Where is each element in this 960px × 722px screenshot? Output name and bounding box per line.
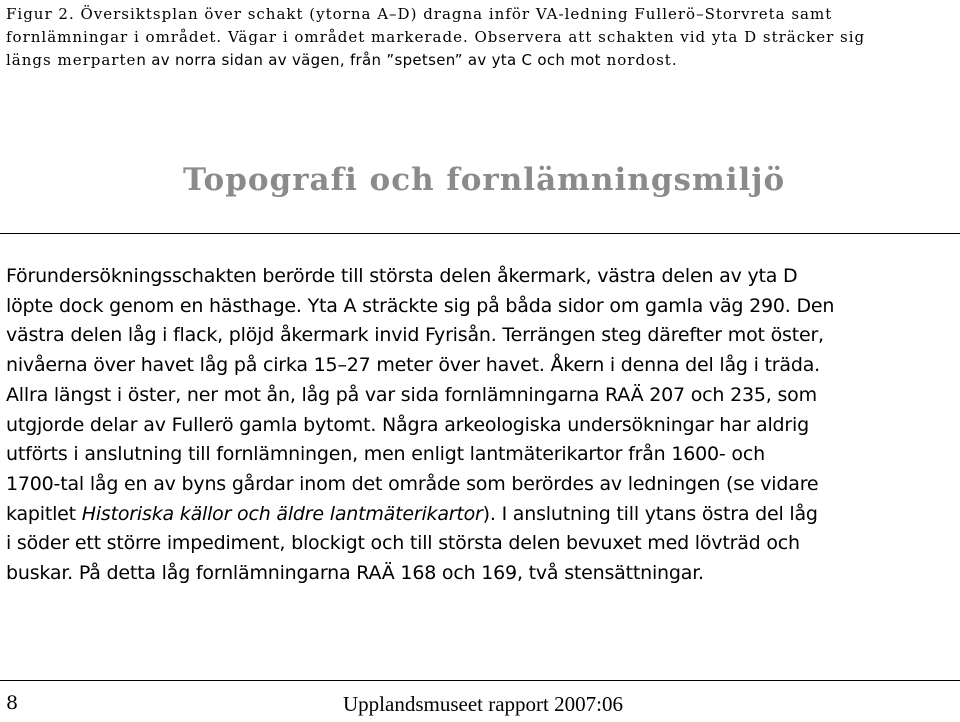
body-line: utförts i anslutning till fornlämningen, men enligt lantmäterikartor från 1600- och	[6, 443, 765, 466]
body-line: löpte dock genom en hästhage. Yta A sträckte sig på båda sidor om gamla väg 290. Den	[6, 294, 835, 317]
body-line: västra delen låg i flack, plöjd åkermark invid Fyrisån. Terrängen steg därefter mot öster,	[6, 324, 824, 347]
page-number: 8	[6, 692, 19, 714]
body-paragraph	[6, 262, 954, 589]
caption-line-1: Figur 2. Översiktsplan över schakt (ytorna A–D) dragna inför VA-ledning Fullerö–Storvreta samt	[6, 5, 833, 23]
figure-caption	[6, 3, 954, 72]
chapter-reference: Historiska källor och äldre lantmäterikartor	[81, 502, 483, 525]
body-line: buskar. På detta låg fornlämningarna RAÄ 168 och 169, två stensättningar.	[6, 562, 704, 585]
body-line: 1700-tal låg en av byns gårdar inom det område som berördes av ledningen (se vidare	[6, 472, 819, 495]
body-line-9-end: ). I anslutning till ytans östra del låg	[482, 502, 818, 525]
caption-line-3-end: nordost.	[600, 51, 678, 69]
footer-divider	[0, 680, 960, 681]
caption-line-3-start: längs merparte	[6, 51, 137, 69]
section-heading: Topografi och fornlämningsmiljö	[183, 162, 786, 198]
body-line: Allra längst i öster, ner mot ån, låg på var sida fornlämningarna RAÄ 207 och 235, som	[6, 383, 817, 406]
body-line: i söder ett större impediment, blockigt och till största delen bevuxet med lövträd och	[6, 532, 800, 555]
caption-line-2: fornlämningar i området. Vägar i området markerade. Observera att schakten vid yta D sträcker sig	[6, 28, 866, 46]
caption-line-3	[6, 49, 954, 72]
body-line-9-start: kapitlet	[6, 502, 82, 525]
body-line-with-chapter-reference	[6, 500, 954, 530]
body-line: utgjorde delar av Fullerö gamla bytomt. Några arkeologiska undersökningar har aldrig	[6, 413, 809, 436]
body-line: nivåerna över havet låg på cirka 15–27 meter över havet. Åkern i denna del låg i träda.	[6, 354, 820, 377]
body-line: Förundersökningsschakten berörde till största delen åkermark, västra delen av yta D	[6, 265, 798, 287]
caption-line-3-middle: n av norra sidan av vägen, från ”spetsen” av yta C och mot	[136, 51, 601, 69]
report-name: Upplandsmuseet rapport 2007:06	[343, 692, 623, 716]
heading-divider	[0, 233, 960, 234]
